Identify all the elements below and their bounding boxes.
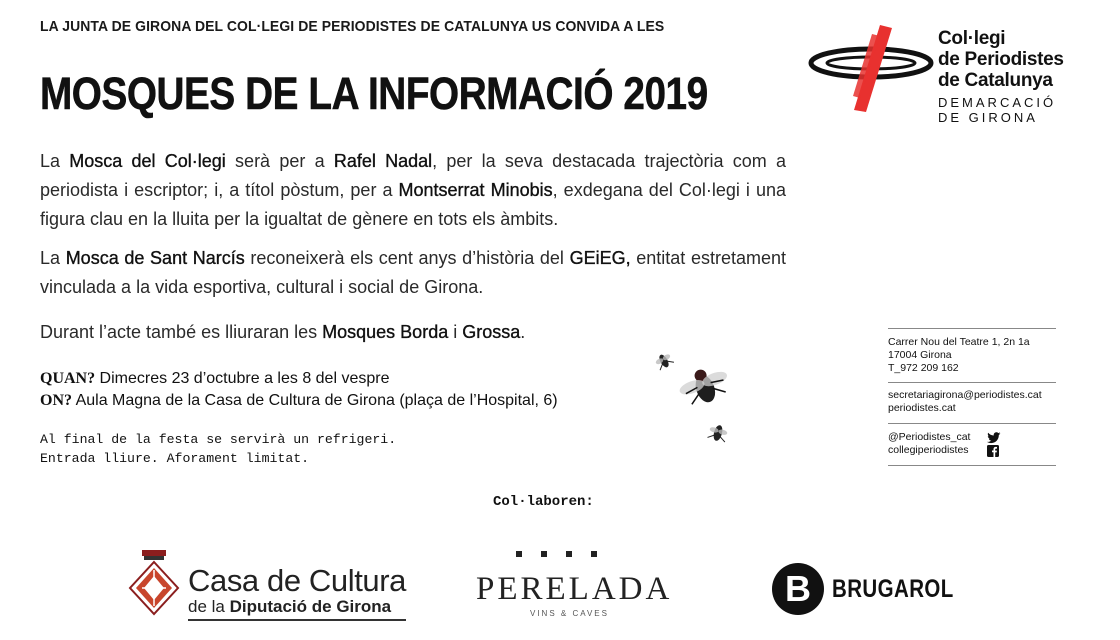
when-label: QUAN? bbox=[40, 370, 96, 387]
contact-social bbox=[888, 431, 1056, 457]
text: i bbox=[448, 322, 463, 342]
address-line: Carrer Nou del Teatre 1, 2n 1a bbox=[888, 336, 1030, 348]
logo-line-1: Col·legi bbox=[938, 28, 1006, 49]
fly-icon bbox=[707, 423, 729, 443]
text: entitat estretament vinculada a la vida esportiva, cultural i social de Girona. bbox=[40, 248, 786, 297]
text: serà per a bbox=[225, 151, 334, 171]
contact-online bbox=[888, 389, 1056, 415]
contact-divider bbox=[888, 423, 1056, 424]
award-name: Mosca de Sant Narcís bbox=[65, 248, 245, 268]
collaborators-label: Col·laboren: bbox=[493, 494, 594, 510]
twitter-icon[interactable] bbox=[987, 432, 1001, 444]
text: La bbox=[40, 151, 70, 171]
award-name: Grossa bbox=[462, 322, 521, 342]
perelada-logo-text: PERELADA bbox=[476, 571, 673, 607]
contact-address bbox=[888, 336, 1056, 375]
facebook-handle[interactable]: collegiperiodistes bbox=[888, 444, 969, 456]
logo-sub-2: DE GIRONA bbox=[938, 110, 1038, 125]
event-note bbox=[40, 430, 396, 468]
note-line: Entrada lliure. Aforament limitat. bbox=[40, 451, 310, 466]
text: , per la seva destacada trajectòria com a periodista i escriptor; i, a títol pòstum, per a bbox=[40, 151, 786, 200]
twitter-handle[interactable]: @Periodistes_cat bbox=[888, 431, 971, 443]
award-name: Mosques Borda bbox=[322, 322, 449, 342]
fly-icon bbox=[654, 351, 675, 371]
when-line bbox=[40, 368, 558, 390]
text: de la bbox=[188, 597, 230, 616]
honoree-name: Rafel Nadal bbox=[333, 151, 433, 171]
when-value: Dimecres 23 d’octubre a les 8 del vespre bbox=[95, 370, 390, 387]
web-link[interactable]: periodistes.cat bbox=[888, 402, 956, 414]
perelada-crown-icon bbox=[516, 551, 598, 559]
casa-cultura-crest-icon bbox=[128, 548, 180, 624]
award-name: Mosca del Col·legi bbox=[69, 151, 226, 171]
email-link[interactable]: secretariagirona@periodistes.cat bbox=[888, 389, 1042, 401]
perelada-subtitle: VINS & CAVES bbox=[530, 609, 609, 618]
flies-illustration bbox=[652, 345, 752, 450]
text: La bbox=[40, 248, 66, 268]
logo-line-2: de Periodistes bbox=[938, 49, 1064, 70]
honoree-name: Montserrat Minobis bbox=[398, 180, 553, 200]
honoree-name: GEiEG, bbox=[569, 248, 631, 268]
fly-icon bbox=[675, 361, 734, 410]
casa-cultura-subtitle bbox=[188, 597, 391, 617]
facebook-icon[interactable] bbox=[987, 445, 999, 457]
text: Durant l’acte també es lliuraran les bbox=[40, 322, 323, 342]
logo-sub-1: DEMARCACIÓ bbox=[938, 95, 1057, 110]
text: , exdegana del Col·legi i una figura clau en la lluita per la igualtat de gènere en tots els àmbits. bbox=[40, 180, 787, 229]
casa-cultura-title: Casa de Cultura bbox=[188, 563, 407, 598]
paragraph-other-awards bbox=[40, 318, 786, 347]
paragraph-mosca-collegi bbox=[40, 147, 786, 234]
brugarol-mark: B bbox=[785, 568, 811, 609]
address-line: 17004 Girona bbox=[888, 349, 952, 361]
text: . bbox=[520, 322, 526, 342]
contact-divider bbox=[888, 382, 1056, 383]
contact-divider bbox=[888, 465, 1056, 466]
phone: T_972 209 162 bbox=[888, 362, 959, 374]
invitation-line: LA JUNTA DE GIRONA DEL COL·LEGI DE PERIODISTES DE CATALUNYA US CONVIDA A LES bbox=[40, 18, 665, 35]
casa-cultura-underline bbox=[188, 619, 406, 621]
where-line bbox=[40, 390, 558, 412]
note-line: Al final de la festa se servirà un refrigeri. bbox=[40, 432, 397, 447]
where-value: Aula Magna de la Casa de Cultura de Girona (plaça de l’Hospital, 6) bbox=[72, 392, 558, 409]
contact-divider bbox=[888, 328, 1056, 329]
paragraph-mosca-sant-narcis bbox=[40, 244, 786, 302]
brugarol-logo-text: BRUGAROL bbox=[832, 575, 954, 603]
text: Diputació de Girona bbox=[229, 597, 392, 616]
logo-line-3: de Catalunya bbox=[938, 70, 1053, 91]
where-label: ON? bbox=[40, 392, 72, 409]
page-title: MOSQUES DE LA INFORMACIÓ 2019 bbox=[40, 68, 708, 119]
event-details bbox=[40, 368, 558, 412]
text: reconeixerà els cent anys d’història del bbox=[244, 248, 570, 268]
